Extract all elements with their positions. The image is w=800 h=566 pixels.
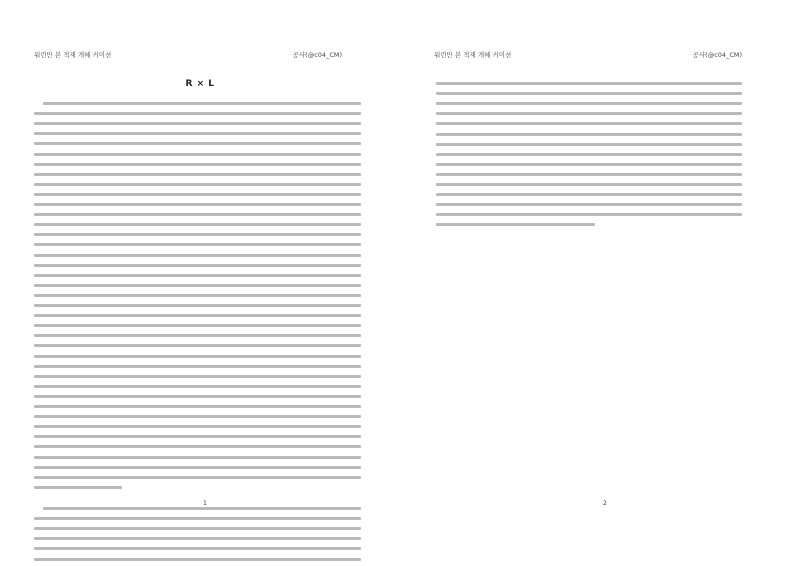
text-line [34, 132, 361, 135]
text-line [34, 405, 361, 408]
text-line [436, 193, 742, 196]
text-line [34, 456, 361, 459]
text-line [34, 223, 361, 226]
text-line [34, 334, 361, 337]
text-line [34, 142, 361, 145]
text-line [34, 385, 361, 388]
text-line [34, 365, 361, 368]
text-line [34, 344, 361, 347]
text-line [34, 527, 361, 530]
text-line [34, 324, 361, 327]
text-line [34, 203, 361, 206]
text-line [34, 173, 361, 176]
text-line [43, 102, 361, 105]
text-line [34, 274, 361, 277]
chapter-title: R × L [185, 79, 215, 89]
running-header-title: 워런만 본 적재 개혜 커미션 [34, 51, 112, 59]
text-line [34, 425, 361, 428]
text-line [34, 486, 122, 489]
text-line [436, 102, 742, 105]
text-line [34, 294, 361, 297]
running-header-author: 공사(@c04_CM) [692, 51, 742, 59]
text-line [34, 153, 361, 156]
text-line [34, 304, 361, 307]
running-header-author: 공사(@c04_CM) [292, 51, 342, 59]
text-line [34, 254, 361, 257]
text-line [34, 476, 361, 479]
text-line [34, 415, 361, 418]
text-line [436, 183, 742, 186]
text-line [34, 395, 361, 398]
running-header-title: 워런만 본 적재 개혜 커미션 [434, 51, 512, 59]
text-line [436, 203, 742, 206]
text-line [34, 445, 361, 448]
text-line [34, 264, 361, 267]
text-line [34, 547, 361, 550]
text-line [34, 517, 361, 520]
text-line [34, 213, 361, 216]
text-line [34, 122, 361, 125]
text-line [436, 133, 742, 136]
text-line [436, 163, 742, 166]
text-line [34, 537, 361, 540]
text-line [34, 314, 361, 317]
text-line [34, 375, 361, 378]
text-line [436, 223, 595, 226]
text-line [34, 243, 361, 246]
text-line [436, 122, 742, 125]
text-line [34, 466, 361, 469]
text-line [436, 173, 742, 176]
text-line [34, 163, 361, 166]
text-line [34, 435, 361, 438]
text-line [34, 355, 361, 358]
text-line [436, 112, 742, 115]
text-line [34, 233, 361, 236]
text-line [436, 213, 742, 216]
text-line [34, 558, 361, 561]
text-line [436, 153, 742, 156]
text-line [436, 92, 742, 95]
text-line [34, 183, 361, 186]
text-line [34, 112, 361, 115]
text-line [436, 143, 742, 146]
text-line [436, 82, 742, 85]
text-line [34, 284, 361, 287]
page-2 [400, 0, 800, 566]
text-line [43, 507, 361, 510]
text-line [34, 193, 361, 196]
page-number: 1 [202, 499, 208, 507]
page-number: 2 [602, 499, 608, 507]
